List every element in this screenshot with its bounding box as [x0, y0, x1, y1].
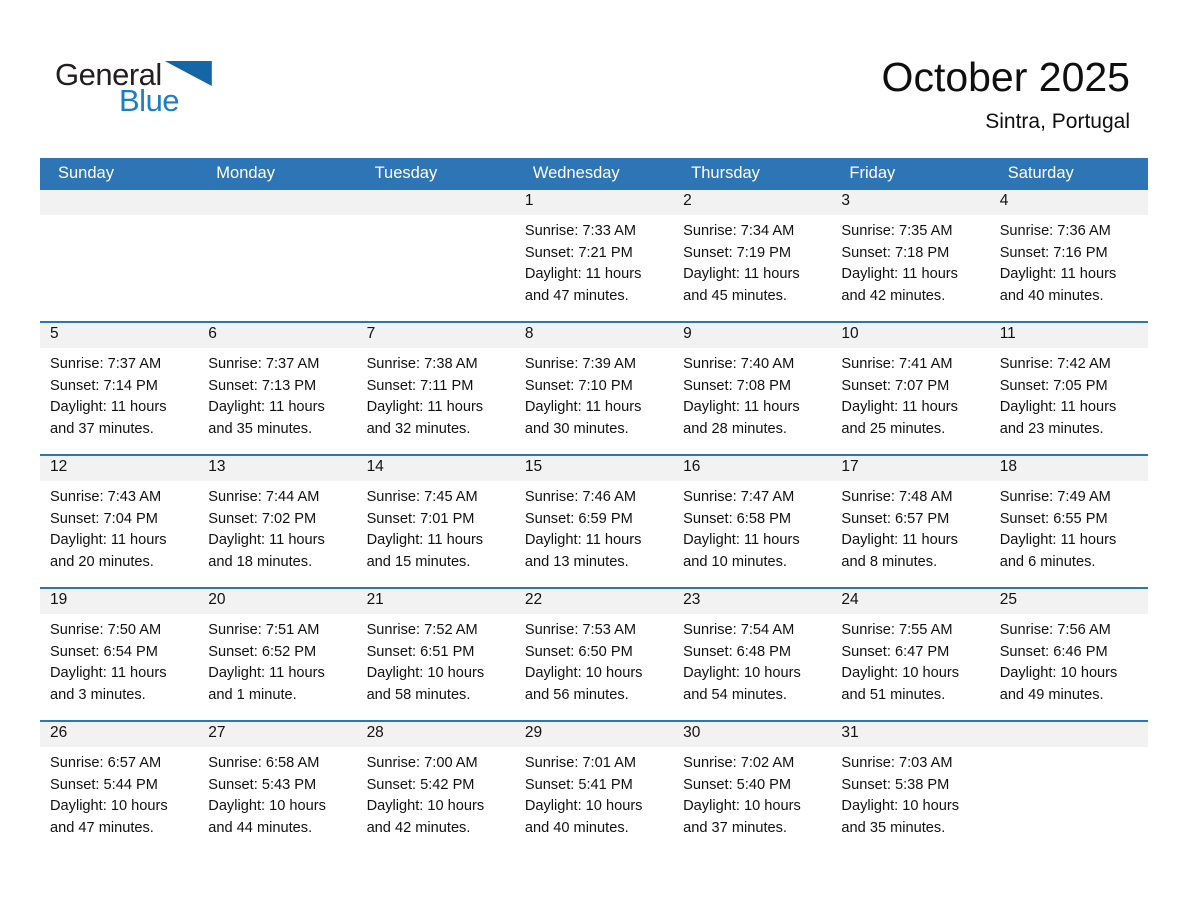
- day-info-line: Sunrise: 6:58 AM: [208, 755, 320, 771]
- day-info-line: Sunrise: 7:51 AM: [208, 622, 320, 638]
- day-info-line: and 23 minutes.: [999, 420, 1104, 437]
- day-cell: [198, 323, 356, 454]
- day-info-line: Sunrise: 7:50 AM: [50, 622, 162, 638]
- day-info-line: Sunset: 6:55 PM: [999, 510, 1108, 527]
- day-info: [673, 614, 831, 706]
- day-number: 17: [831, 456, 989, 481]
- day-info-line: Daylight: 11 hours: [524, 532, 642, 549]
- day-info-line: Sunset: 6:58 PM: [683, 510, 792, 527]
- day-info-line: Daylight: 11 hours: [50, 399, 167, 416]
- day-info-line: and 47 minutes.: [50, 819, 154, 836]
- day-info: [40, 348, 198, 440]
- day-info-line: Daylight: 10 hours: [524, 798, 643, 815]
- day-info-line: and 13 minutes.: [524, 553, 629, 570]
- day-number: [198, 190, 356, 215]
- day-info-line: Sunset: 5:42 PM: [366, 776, 475, 793]
- empty-day-cell: [40, 190, 198, 321]
- day-number: 4: [990, 190, 1148, 215]
- day-info-line: and 37 minutes.: [683, 819, 787, 836]
- day-number: 12: [40, 456, 198, 481]
- day-number: 26: [40, 722, 198, 747]
- day-info-line: Sunrise: 7:34 AM: [683, 223, 795, 239]
- day-cell: [40, 589, 198, 720]
- day-cell: [990, 456, 1148, 587]
- day-info-line: Daylight: 11 hours: [999, 266, 1117, 283]
- day-info-line: Daylight: 10 hours: [366, 798, 485, 815]
- day-info: [40, 614, 198, 706]
- day-info-line: Daylight: 11 hours: [683, 532, 800, 549]
- day-info-line: Sunset: 6:59 PM: [524, 510, 633, 527]
- day-info-line: Sunset: 7:13 PM: [208, 377, 317, 394]
- day-info-line: Sunrise: 7:33 AM: [524, 223, 636, 239]
- day-info-line: and 25 minutes.: [841, 420, 946, 437]
- day-cell: [831, 323, 989, 454]
- day-info-line: Daylight: 10 hours: [366, 665, 485, 682]
- calendar-week-row: [40, 188, 1148, 321]
- day-info-line: Sunrise: 7:55 AM: [841, 622, 953, 638]
- day-cell: [515, 190, 673, 321]
- title-block: [882, 54, 1130, 134]
- day-info-line: Daylight: 11 hours: [999, 399, 1117, 416]
- day-cell: [673, 190, 831, 321]
- day-info-line: Sunset: 7:18 PM: [841, 244, 950, 261]
- day-info: [673, 747, 831, 839]
- calendar-week-row: [40, 587, 1148, 720]
- logo-word-general: General: [55, 57, 162, 92]
- day-info-line: Daylight: 10 hours: [208, 798, 326, 815]
- day-cell: [357, 456, 515, 587]
- day-info-line: Sunrise: 7:53 AM: [524, 622, 636, 638]
- day-info-line: Sunset: 7:01 PM: [366, 510, 475, 527]
- day-info-line: Sunset: 6:52 PM: [208, 643, 317, 660]
- day-info: [515, 614, 673, 706]
- month-title: October 2025: [881, 54, 1130, 100]
- day-cell: [198, 589, 356, 720]
- day-info: [515, 215, 673, 307]
- day-cell: [831, 722, 989, 853]
- day-info-line: Daylight: 11 hours: [366, 532, 484, 549]
- general-blue-logo: [55, 57, 212, 119]
- day-info-line: Daylight: 10 hours: [524, 665, 643, 682]
- day-info-line: Daylight: 11 hours: [999, 532, 1117, 549]
- day-info: [673, 348, 831, 440]
- day-info-line: and 30 minutes.: [524, 420, 629, 437]
- day-info-line: Sunrise: 7:03 AM: [841, 755, 953, 771]
- day-number: 11: [990, 323, 1148, 348]
- day-info-line: Sunrise: 7:46 AM: [524, 489, 636, 505]
- day-info-line: Sunrise: 7:45 AM: [366, 489, 478, 505]
- day-info: [673, 481, 831, 573]
- day-info-line: Sunrise: 7:37 AM: [50, 356, 162, 372]
- day-info-line: Sunset: 7:10 PM: [524, 377, 633, 394]
- day-info: [198, 747, 356, 839]
- day-cell: [40, 323, 198, 454]
- day-cell: [990, 323, 1148, 454]
- day-info-line: Sunrise: 7:38 AM: [366, 356, 478, 372]
- day-info-line: and 32 minutes.: [366, 420, 471, 437]
- day-info-line: Sunset: 7:08 PM: [683, 377, 792, 394]
- day-info-line: Sunrise: 7:52 AM: [366, 622, 478, 638]
- day-info-line: Daylight: 11 hours: [841, 399, 958, 416]
- day-info: [198, 348, 356, 440]
- day-info-line: Sunset: 6:50 PM: [524, 643, 633, 660]
- day-info-line: Daylight: 10 hours: [841, 798, 960, 815]
- day-number: 5: [40, 323, 198, 348]
- day-number: 15: [515, 456, 673, 481]
- day-cell: [40, 456, 198, 587]
- day-info: [40, 481, 198, 573]
- day-info: [990, 348, 1148, 440]
- day-number: 2: [673, 190, 831, 215]
- day-info-line: Sunset: 7:16 PM: [999, 244, 1108, 261]
- weekday-header-sunday: Sunday: [58, 164, 114, 182]
- day-info-line: and 35 minutes.: [841, 819, 946, 836]
- day-info-line: and 58 minutes.: [366, 686, 471, 703]
- day-info-line: Daylight: 11 hours: [683, 399, 800, 416]
- day-info: [515, 481, 673, 573]
- day-info-line: Sunset: 5:41 PM: [524, 776, 633, 793]
- day-info-line: Sunrise: 7:02 AM: [683, 755, 795, 771]
- day-info-line: and 40 minutes.: [999, 287, 1104, 304]
- calendar: [40, 158, 1148, 853]
- day-cell: [831, 456, 989, 587]
- day-info: [40, 747, 198, 839]
- day-number: 13: [198, 456, 356, 481]
- day-cell: [198, 456, 356, 587]
- day-cell: [673, 323, 831, 454]
- day-info-line: Sunrise: 7:42 AM: [999, 356, 1111, 372]
- day-info-line: Daylight: 11 hours: [524, 399, 642, 416]
- day-info-line: and 18 minutes.: [208, 553, 313, 570]
- day-info-line: Sunset: 7:14 PM: [50, 377, 158, 394]
- calendar-weeks: [40, 188, 1148, 853]
- day-info-line: Sunrise: 6:57 AM: [50, 755, 162, 771]
- day-number: 9: [673, 323, 831, 348]
- day-info: [990, 481, 1148, 573]
- day-info-line: Sunrise: 7:56 AM: [999, 622, 1111, 638]
- empty-day-cell: [198, 190, 356, 321]
- day-info-line: Sunset: 6:54 PM: [50, 643, 158, 660]
- day-cell: [673, 589, 831, 720]
- day-info: [357, 348, 515, 440]
- day-cell: [990, 589, 1148, 720]
- day-info-line: and 8 minutes.: [841, 553, 938, 570]
- day-number: 18: [990, 456, 1148, 481]
- day-cell: [40, 722, 198, 853]
- day-info-line: Sunset: 7:02 PM: [208, 510, 317, 527]
- day-info-line: Sunrise: 7:36 AM: [999, 223, 1111, 239]
- day-info: [198, 614, 356, 706]
- logo-word-blue: Blue: [119, 83, 180, 118]
- weekday-header-tuesday: Tuesday: [374, 164, 438, 182]
- day-info-line: Sunset: 6:48 PM: [683, 643, 792, 660]
- calendar-week-row: [40, 720, 1148, 853]
- day-info-line: Daylight: 11 hours: [50, 532, 167, 549]
- day-info-line: and 40 minutes.: [524, 819, 629, 836]
- day-cell: [990, 190, 1148, 321]
- day-info-line: Daylight: 10 hours: [50, 798, 168, 815]
- day-info-line: Sunrise: 7:48 AM: [841, 489, 953, 505]
- day-info-line: Sunset: 7:04 PM: [50, 510, 158, 527]
- day-number: [40, 190, 198, 215]
- day-info-line: and 49 minutes.: [999, 686, 1104, 703]
- day-number: 1: [515, 190, 673, 215]
- day-number: 28: [357, 722, 515, 747]
- day-cell: [515, 456, 673, 587]
- day-info: [831, 747, 989, 839]
- day-cell: [515, 323, 673, 454]
- day-info-line: Sunrise: 7:40 AM: [683, 356, 795, 372]
- day-info-line: and 42 minutes.: [841, 287, 946, 304]
- day-info-line: and 44 minutes.: [208, 819, 313, 836]
- day-info-line: Daylight: 11 hours: [208, 399, 325, 416]
- day-info-line: Sunrise: 7:47 AM: [683, 489, 795, 505]
- day-cell: [673, 722, 831, 853]
- day-cell: [673, 456, 831, 587]
- day-number: 21: [357, 589, 515, 614]
- day-info-line: Daylight: 11 hours: [524, 266, 642, 283]
- day-info-line: Sunset: 7:11 PM: [366, 377, 474, 394]
- day-info-line: and 15 minutes.: [366, 553, 471, 570]
- day-info: [515, 348, 673, 440]
- calendar-week-row: [40, 454, 1148, 587]
- day-number: 8: [515, 323, 673, 348]
- day-number: 25: [990, 589, 1148, 614]
- calendar-week-row: [40, 321, 1148, 454]
- day-info-line: Sunrise: 7:39 AM: [524, 356, 636, 372]
- day-info-line: Daylight: 10 hours: [999, 665, 1118, 682]
- day-number: [357, 190, 515, 215]
- day-info: [357, 747, 515, 839]
- day-info-line: Daylight: 11 hours: [50, 665, 167, 682]
- day-info: [831, 614, 989, 706]
- day-info-line: and 6 minutes.: [999, 553, 1096, 570]
- day-info-line: Daylight: 11 hours: [841, 266, 958, 283]
- day-info-line: Sunset: 7:21 PM: [524, 244, 633, 261]
- day-info: [990, 614, 1148, 706]
- day-info-line: Sunrise: 7:49 AM: [999, 489, 1111, 505]
- day-info: [357, 481, 515, 573]
- day-info-line: and 42 minutes.: [366, 819, 471, 836]
- day-number: 29: [515, 722, 673, 747]
- weekday-header-row: [40, 158, 1148, 188]
- day-info-line: Daylight: 10 hours: [683, 798, 801, 815]
- day-info-line: Daylight: 11 hours: [208, 665, 325, 682]
- day-info-line: and 56 minutes.: [524, 686, 629, 703]
- day-info-line: Sunrise: 7:54 AM: [683, 622, 795, 638]
- day-info-line: and 20 minutes.: [50, 553, 154, 570]
- day-number: 14: [357, 456, 515, 481]
- day-info-line: Sunset: 5:38 PM: [841, 776, 950, 793]
- day-info-line: and 28 minutes.: [683, 420, 787, 437]
- day-info-line: and 35 minutes.: [208, 420, 313, 437]
- day-info-line: and 37 minutes.: [50, 420, 154, 437]
- day-info-line: Sunset: 5:40 PM: [683, 776, 792, 793]
- day-info-line: Sunrise: 7:41 AM: [841, 356, 953, 372]
- day-info-line: and 1 minute.: [208, 686, 297, 703]
- day-info-line: Daylight: 11 hours: [366, 399, 484, 416]
- day-number: 6: [198, 323, 356, 348]
- day-cell: [357, 589, 515, 720]
- day-number: 24: [831, 589, 989, 614]
- day-info: [990, 215, 1148, 307]
- day-info-line: Sunrise: 7:01 AM: [524, 755, 636, 771]
- day-cell: [515, 589, 673, 720]
- day-info-line: Sunrise: 7:35 AM: [841, 223, 953, 239]
- day-cell: [515, 722, 673, 853]
- day-info: [831, 481, 989, 573]
- day-info-line: Sunset: 7:05 PM: [999, 377, 1108, 394]
- day-number: 7: [357, 323, 515, 348]
- day-info-line: Sunset: 6:47 PM: [841, 643, 950, 660]
- day-cell: [357, 323, 515, 454]
- day-info-line: Sunset: 5:44 PM: [50, 776, 158, 793]
- day-number: 31: [831, 722, 989, 747]
- day-number: 16: [673, 456, 831, 481]
- day-info: [515, 747, 673, 839]
- day-number: 30: [673, 722, 831, 747]
- location-subtitle: Sintra, Portugal: [985, 110, 1130, 133]
- day-info-line: and 51 minutes.: [841, 686, 946, 703]
- day-number: 23: [673, 589, 831, 614]
- day-info-line: Sunrise: 7:00 AM: [366, 755, 478, 771]
- day-info-line: Sunrise: 7:44 AM: [208, 489, 320, 505]
- day-info-line: Daylight: 11 hours: [683, 266, 800, 283]
- day-number: 27: [198, 722, 356, 747]
- day-info-line: Sunset: 6:51 PM: [366, 643, 475, 660]
- day-info-line: and 47 minutes.: [524, 287, 629, 304]
- empty-day-cell: [990, 722, 1148, 853]
- day-number: 20: [198, 589, 356, 614]
- day-info-line: Sunset: 7:07 PM: [841, 377, 950, 394]
- day-info-line: and 10 minutes.: [683, 553, 787, 570]
- day-info-line: Sunset: 6:46 PM: [999, 643, 1108, 660]
- day-info-line: Sunset: 6:57 PM: [841, 510, 950, 527]
- day-info: [198, 481, 356, 573]
- day-info: [831, 215, 989, 307]
- day-info-line: and 3 minutes.: [50, 686, 146, 703]
- weekday-header-thursday: Thursday: [691, 164, 760, 182]
- day-info-line: and 54 minutes.: [683, 686, 787, 703]
- day-info-line: Daylight: 10 hours: [841, 665, 960, 682]
- day-info: [831, 348, 989, 440]
- day-info-line: Sunrise: 7:43 AM: [50, 489, 162, 505]
- day-info-line: Daylight: 11 hours: [841, 532, 958, 549]
- weekday-header-friday: Friday: [849, 164, 896, 182]
- weekday-header-monday: Monday: [216, 164, 275, 182]
- day-number: 22: [515, 589, 673, 614]
- day-info: [673, 215, 831, 307]
- day-cell: [831, 589, 989, 720]
- day-number: 3: [831, 190, 989, 215]
- day-info: [357, 614, 515, 706]
- weekday-header-wednesday: Wednesday: [532, 164, 620, 182]
- day-number: [990, 722, 1148, 747]
- day-cell: [831, 190, 989, 321]
- day-number: 10: [831, 323, 989, 348]
- day-info-line: and 45 minutes.: [683, 287, 787, 304]
- day-number: 19: [40, 589, 198, 614]
- day-info-line: Daylight: 11 hours: [208, 532, 325, 549]
- day-info-line: Daylight: 10 hours: [683, 665, 801, 682]
- day-cell: [198, 722, 356, 853]
- day-info-line: Sunrise: 7:37 AM: [208, 356, 320, 372]
- empty-day-cell: [357, 190, 515, 321]
- day-cell: [357, 722, 515, 853]
- day-info-line: Sunset: 7:19 PM: [683, 244, 792, 261]
- day-info-line: Sunset: 5:43 PM: [208, 776, 317, 793]
- weekday-header-saturday: Saturday: [1007, 164, 1074, 182]
